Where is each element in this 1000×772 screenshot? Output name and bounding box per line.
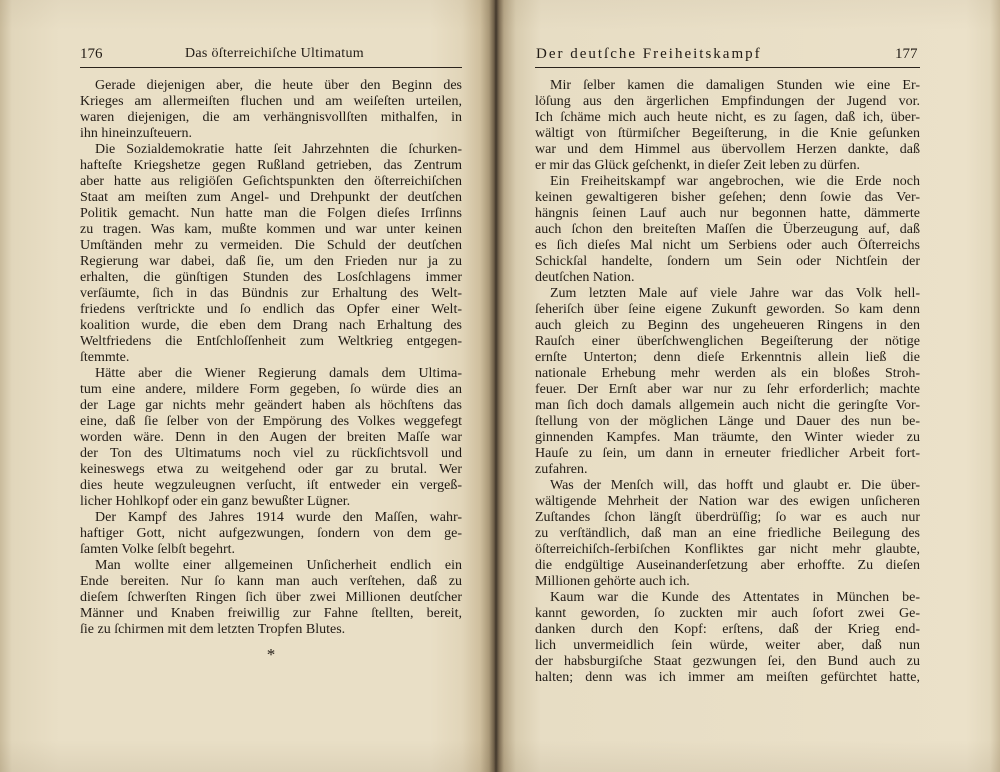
header-rule	[80, 67, 462, 68]
text-line: zufahren.	[535, 462, 588, 477]
text-line: haftiger Gott, nicht aufgezwungen, ſondern von dem ge-	[80, 526, 462, 541]
paragraph	[80, 78, 462, 142]
text-line: Der Kampf des Jahres 1914 wurde den Maſſen, wahr-	[95, 510, 462, 525]
text-line: Weltfriedens die Entſchloſſenheit zum Weltkrieg entgegen-	[80, 334, 462, 349]
text-line: Kaum war die Kunde des Attentates in München be-	[550, 590, 920, 605]
text-line: zu tragen. Was kam, mußte kommen und war unter keinen	[80, 222, 462, 237]
paragraph	[535, 590, 920, 686]
header-rule	[535, 67, 920, 68]
text-line: worden wäre. Denn in den Augen der breiten Maſſe war	[80, 430, 462, 445]
page-number: 176	[80, 46, 103, 62]
text-line: hängnis ſeinen Lauf auch nur begonnen hatte, dämmerte	[535, 206, 920, 221]
text-line: war und dem Himmel aus übervollem Herzen dankte, daß	[535, 142, 920, 157]
body-text	[80, 78, 462, 638]
text-line: ſamten Volke ſelbſt begehrt.	[80, 542, 236, 557]
text-line: Zum letzten Male auf viele Jahre war das Volk hell-	[550, 286, 920, 301]
running-head: Der deutſche Freiheitskampf	[536, 46, 762, 62]
text-line: friedens verſtrickte und ſo endlich das Opfer einer Welt-	[80, 302, 462, 317]
page-number: 177	[895, 46, 918, 62]
text-line: Männer und Knaben freiwillig zur Fahne ſtellten, bereit,	[80, 606, 462, 621]
text-line: Mir ſelber kamen die damaligen Stunden wie eine Er-	[550, 78, 920, 93]
section-separator-asterisk: *	[266, 645, 276, 664]
paragraph	[80, 558, 462, 638]
left-page	[0, 0, 496, 772]
text-line: ginnenden Kampfes. Man träumte, den Winter wieder zu	[535, 430, 920, 445]
text-line: keineswegs etwa zu weitgehend oder gar zu brutal. Wer	[80, 462, 462, 477]
text-line: ernſte Unterton; denn dieſe Erkenntnis allein ließ die	[535, 350, 920, 365]
text-line: auch ſchon den breiteſten Maſſen die Überzeugung auf, daß	[535, 222, 920, 237]
text-line: Ich ſchäme mich auch heute nicht, es zu ſagen, daß ich, über-	[535, 110, 920, 125]
text-line: Regierung war dabei, daß ſie, um den Frieden nur ja zu	[80, 254, 462, 269]
text-line: ſeheriſch über ſeine eigene Zukunft geworden. So kam denn	[535, 302, 920, 317]
text-line: dies heute wegzuleugnen verſucht, iſt entweder ein vergeß-	[80, 478, 462, 493]
text-line: koalition wurde, die eben dem Drang nach Erhaltung des	[80, 318, 462, 333]
text-line: ſtemmte.	[80, 350, 130, 365]
text-line: Hauſe zu ſein, um dann in erneuter friedlicher Arbeit fort-	[535, 446, 920, 461]
text-line: verſäumte, ſich in das Bündnis zur Erhaltung des Welt-	[80, 286, 462, 301]
text-line: wältigt von ſtürmiſcher Begeiſterung, in die Knie geſunken	[535, 126, 920, 141]
text-line: Staat am meiſten zum Angel- und Drehpunkt der deutſchen	[80, 190, 462, 205]
text-line: nationale Erhebung mehr werden als ein bloßes Stroh-	[535, 366, 920, 381]
text-line: ſtellung von der möglichen Länge und Dauer des nun be-	[535, 414, 920, 429]
text-line: es ſich dieſes Mal nicht um Serbiens oder auch Öſterreichs	[535, 238, 920, 253]
text-line: aber hatte aus religiöſen Geſichtspunkten den öſterreichiſchen	[80, 174, 462, 189]
text-line: tum eine andere, mildere Form gegeben, ſo würde dies an	[80, 382, 462, 397]
text-line: der Ton des Ultimatums noch viel zu rückſichtsvoll und	[80, 446, 462, 461]
text-line: Ein Freiheitskampf war angebrochen, wie die Erde noch	[550, 174, 920, 189]
text-line: feuer. Der Ernſt aber war nur zu ſehr erforderlich; machte	[535, 382, 920, 397]
text-line: Ende bereiten. Nur ſo kann man auch verſtehen, daß zu	[80, 574, 462, 589]
text-line: ihn hineinzuſteuern.	[80, 126, 192, 141]
paragraph	[535, 78, 920, 174]
text-line: Millionen gehörte auch ich.	[535, 574, 690, 589]
text-line: hafteſte Kriegshetze gegen Rußland getrieben, das Zentrum	[80, 158, 462, 173]
text-line: dieſem ſchwerſten Ringen ſich über zwei Millionen deutſcher	[80, 590, 462, 605]
right-page	[496, 0, 1000, 772]
paragraph	[535, 478, 920, 590]
text-line: Gerade diejenigen aber, die heute über den Beginn des	[95, 78, 462, 93]
text-line: lich unvermeidlich ſein würde, weiter aber, daß nun	[535, 638, 920, 653]
text-line: Hätte aber die Wiener Regierung damals dem Ultima-	[95, 366, 462, 381]
text-line: wältigende Mehrheit der Nation war des ewigen unſicheren	[535, 494, 920, 509]
text-line: Man wollte einer allgemeinen Unſicherheit endlich ein	[95, 558, 462, 573]
text-line: halten; denn was ich immer am meiſten gefürchtet hatte,	[535, 670, 920, 685]
running-head: Das öſterreichiſche Ultimatum	[185, 46, 364, 61]
text-line: man ſich doch damals allgemein auch nicht die geringſte Vor-	[535, 398, 920, 413]
text-line: zu verſtändlich, daß man an eine friedliche Beilegung des	[535, 526, 920, 541]
paragraph	[80, 510, 462, 558]
text-line: der habsburgiſche Staat gezwungen ſei, den Bund auch zu	[535, 654, 920, 669]
text-line: öſterreichiſch-ſerbiſchen Konfliktes gar nicht mehr glaubte,	[535, 542, 920, 557]
text-line: Zuſtandes ſchon längſt überdrüſſig; ſo war es auch nur	[535, 510, 920, 525]
paragraph	[80, 366, 462, 510]
text-line: Umſtänden mehr zu vermeiden. Die Schuld der deutſchen	[80, 238, 462, 253]
text-line: er mir das Glück geſchenkt, in dieſer Zeit leben zu dürfen.	[535, 158, 860, 173]
text-line: Rauſch einer überſchwenglichen Begeiſterung der nötige	[535, 334, 920, 349]
text-line: Schickſal handelte, ſondern um Sein oder Nichtſein der	[535, 254, 920, 269]
text-line: ſie zu ſchirmen mit dem letzten Tropfen Blutes.	[80, 622, 346, 637]
paragraph	[535, 286, 920, 478]
text-line: löſung aus den ärgerlichen Empfindungen der Jugend vor.	[535, 94, 920, 109]
text-line: Was der Menſch will, das hofft und glaubt er. Die über-	[550, 478, 920, 493]
text-line: die endgültige Auseinanderſetzung aber erhoffte. Zu dieſen	[535, 558, 920, 573]
text-line: keinen gewaltigeren bisher geſehen; denn ſowie das Ver-	[535, 190, 920, 205]
text-line: deutſchen Nation.	[535, 270, 635, 285]
text-line: licher Hohlkopf oder ein ganz bewußter Lügner.	[80, 494, 351, 509]
text-line: kannt geworden, ſo zuckten mir auch ſofort zwei Ge-	[535, 606, 920, 621]
paragraph	[80, 142, 462, 366]
text-line: Krieges am allermeiſten fluchen und am weiſeſten urteilen,	[80, 94, 462, 109]
text-line: eine, daß ſie ſelber von der Empörung des Volkes weggefegt	[80, 414, 462, 429]
text-line: waren diejenigen, die am verhängnisvollſten mithalfen, in	[80, 110, 462, 125]
paragraph	[535, 174, 920, 286]
text-line: auch gleich zu Beginn des ungeheueren Ringens in den	[535, 318, 920, 333]
text-line: Die Sozialdemokratie hatte ſeit Jahrzehnten die ſchurken-	[95, 142, 462, 157]
text-line: Politik gemacht. Nun hatte man die Folgen dieſes Irrſinns	[80, 206, 462, 221]
text-line: erhalten, die günſtigen Stunden des Losſchlagens immer	[80, 270, 462, 285]
text-line: danken durch den Kopf: erſtens, daß der Krieg end-	[535, 622, 920, 637]
body-text	[535, 78, 920, 686]
text-line: der Lage gar nichts mehr geändert haben als höchſtens das	[80, 398, 462, 413]
